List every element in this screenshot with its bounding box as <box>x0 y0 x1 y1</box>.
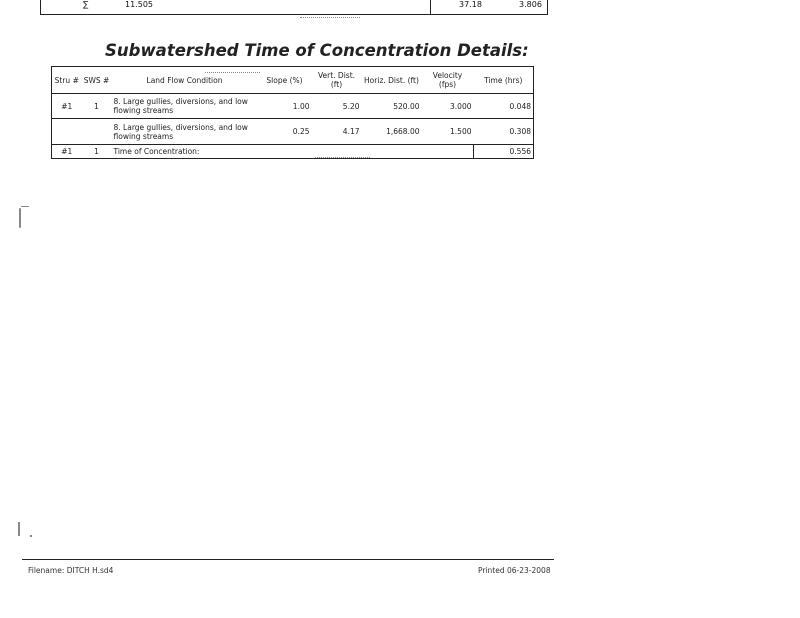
footer-printed-date: Printed 06-23-2008 <box>478 566 551 575</box>
scan-artifact <box>205 72 260 74</box>
cell-horiz-dist: 520.00 <box>362 94 422 119</box>
tc-details-table <box>51 66 534 159</box>
total-stru: #1 <box>52 145 82 159</box>
header-land-flow: Land Flow Condition <box>112 67 258 94</box>
cell-time: 0.308 <box>474 119 534 145</box>
cell-land-flow: 8. Large gullies, diversions, and low flowing streams <box>113 122 248 141</box>
total-label: Time of Concentration: <box>112 145 474 159</box>
cell-vert-dist: 5.20 <box>312 94 362 119</box>
header-horiz-dist: Horiz. Dist. (ft) <box>362 67 422 94</box>
cell-horiz-dist: 1,668.00 <box>386 127 420 136</box>
header-velocity: Velocity (fps) <box>422 67 474 94</box>
scan-artifact <box>21 206 29 207</box>
cell-velocity: 3.000 <box>422 94 474 119</box>
table-row <box>52 119 534 145</box>
cell-slope: 0.25 <box>292 127 310 136</box>
cell-stru: #1 <box>52 94 82 119</box>
cell-sws: 1 <box>82 94 112 119</box>
scan-artifact <box>300 17 360 19</box>
header-vert-dist: Vert. Dist. (ft) <box>312 67 362 94</box>
header-sws: SWS # <box>82 67 112 94</box>
summary-value-c: 3.806 <box>519 0 542 9</box>
summary-value-b: 37.18 <box>459 0 482 9</box>
divider <box>430 0 431 14</box>
cell-sws <box>82 119 112 145</box>
section-title: Subwatershed Time of Concentration Details: <box>105 41 529 60</box>
cell-land-flow: 8. Large gullies, diversions, and low flowing streams <box>112 94 258 119</box>
summary-value-a: 11.505 <box>125 0 153 9</box>
cell-vert-dist: 4.17 <box>342 127 360 136</box>
scan-artifact <box>30 535 32 537</box>
sum-symbol: ∑ <box>83 0 89 9</box>
footer-filename: Filename: DITCH H.sd4 <box>28 566 114 575</box>
table-row <box>52 94 534 119</box>
header-slope: Slope (%) <box>258 67 312 94</box>
cell-time: 0.048 <box>474 94 534 119</box>
total-time: 0.556 <box>474 145 534 159</box>
total-row <box>52 145 534 159</box>
total-sws: 1 <box>82 145 112 159</box>
summary-row-partial <box>40 0 548 15</box>
footer-rule <box>22 559 554 560</box>
cell-stru <box>52 119 82 145</box>
scan-artifact <box>18 522 20 536</box>
table-header-row <box>52 67 534 94</box>
cell-slope: 1.00 <box>258 94 312 119</box>
scan-artifact <box>19 208 21 228</box>
cell-velocity: 1.500 <box>450 127 472 136</box>
header-stru: Stru # <box>52 67 82 94</box>
scan-artifact <box>315 157 370 159</box>
header-time: Time (hrs) <box>474 67 534 94</box>
